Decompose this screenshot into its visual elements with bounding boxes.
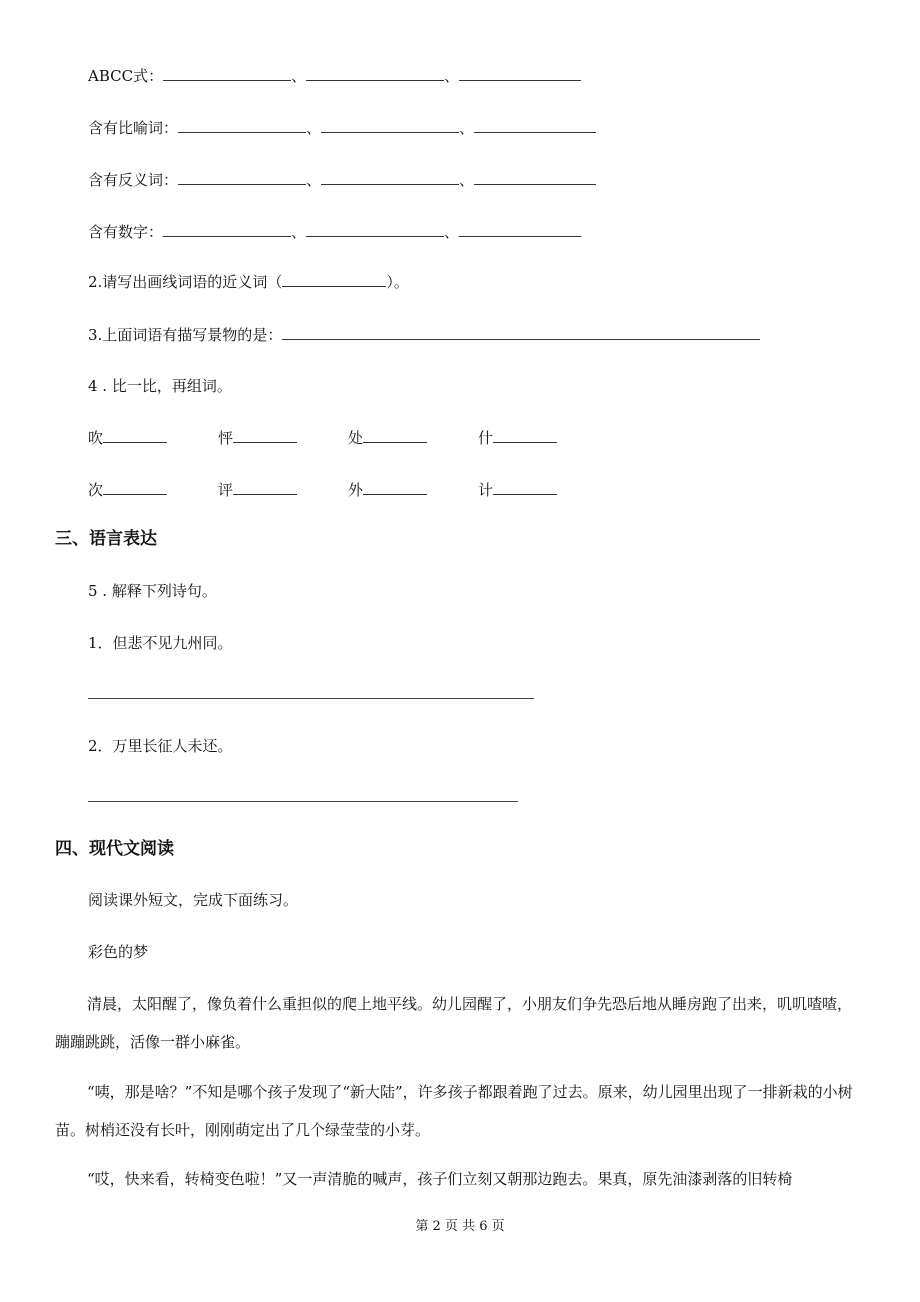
answer-blank[interactable] [163,222,291,237]
answer-blank[interactable] [493,480,557,495]
answer-blank[interactable] [474,118,596,133]
char-cell [218,428,297,448]
answer-blank[interactable] [282,272,386,287]
char: 次 [88,481,104,499]
char-cell [88,480,167,500]
row-label: 含有数字： [88,223,164,241]
section-3-heading: 三、语言表达 [55,529,157,549]
char: 什 [478,429,494,447]
separator: 、 [444,223,460,241]
separator: 、 [459,119,475,137]
answer-blank[interactable] [363,480,427,495]
answer-blank[interactable] [233,428,297,443]
poem-line-2: 2．万里长征人未还。 [88,737,233,755]
story-title: 彩色的梦 [88,943,149,961]
char: 外 [348,481,364,499]
answer-blank[interactable] [282,325,760,340]
answer-blank[interactable] [363,428,427,443]
char-cell [88,428,167,448]
separator: 、 [291,67,307,85]
answer-blank[interactable] [306,222,444,237]
char: 吹 [88,429,104,447]
char: 计 [478,481,494,499]
char-cell [348,480,427,500]
answer-blank[interactable] [459,222,581,237]
answer-blank[interactable] [474,170,596,185]
char-cell [218,480,297,500]
answer-blank[interactable] [103,428,167,443]
separator: 、 [459,171,475,189]
question-2-suffix: ）。 [386,273,409,291]
section-4-heading: 四、现代文阅读 [55,839,174,859]
answer-blank[interactable] [321,170,459,185]
story-paragraph-2: “咦，那是啥？”不知是哪个孩子发现了“新大陆”，许多孩子都跟着跑了过去。原来，幼儿园里出现了一排新栽的小树苗。树梢还没有长叶，刚刚萌定出了几个绿莹莹的小芽。 [55,1083,853,1139]
answer-blank[interactable] [178,170,306,185]
answer-blank[interactable] [163,66,291,81]
char-cell [478,428,557,448]
question-2-prefix: 2.请写出画线词语的近义词（ [88,273,283,291]
separator: 、 [306,171,322,189]
row-label: ABCC式： [88,67,164,85]
page-number: 第 2 页 共 6 页 [415,1219,505,1234]
answer-blank[interactable] [306,66,444,81]
char-cell [478,480,557,500]
fill-row-abcc [88,66,581,86]
fill-row-number [88,222,581,242]
row-label: 含有反义词： [88,171,179,189]
question-3-prefix: 3.上面词语有描写景物的是： [88,326,283,344]
answer-blank[interactable] [233,480,297,495]
answer-blank[interactable] [103,480,167,495]
question-3 [88,325,760,345]
row-label: 含有比喻词： [88,119,179,137]
story-paragraph-1: 清晨，太阳醒了，像负着什么重担似的爬上地平线。幼儿园醒了，小朋友们争先恐后地从睡房跑了出来，叽叽喳喳，蹦蹦跳跳，活像一群小麻雀。 [55,995,853,1051]
char-cell [348,428,427,448]
char: 怦 [218,429,234,447]
answer-blank[interactable] [178,118,306,133]
fill-row-antonym [88,170,596,190]
answer-blank[interactable] [321,118,459,133]
answer-blank[interactable] [493,428,557,443]
story-paragraph-3: “哎，快来看，转椅变色啦！”又一声清脆的喊声，孩子们立刻又朝那边跑去。果真，原先油漆剥落的旧转椅 [87,1170,793,1188]
separator: 、 [291,223,307,241]
question-4-title: 4 . 比一比，再组词。 [88,377,232,395]
question-5-title: 5 . 解释下列诗句。 [88,582,217,600]
char: 处 [348,429,364,447]
separator: 、 [444,67,460,85]
separator: 、 [306,119,322,137]
char: 评 [218,481,234,499]
poem-line-1: 1．但悲不见九州同。 [88,634,233,652]
answer-line[interactable] [88,698,534,699]
reading-intro: 阅读课外短文，完成下面练习。 [88,891,299,909]
fill-row-metaphor [88,118,596,138]
answer-line[interactable] [88,801,518,802]
question-2 [88,272,409,292]
answer-blank[interactable] [459,66,581,81]
